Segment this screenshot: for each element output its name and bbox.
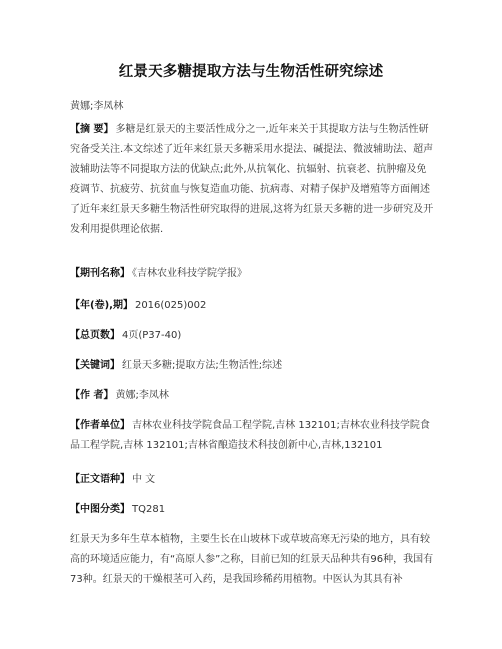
- classification-value: TQ281: [132, 504, 166, 515]
- body-paragraph: 红景天为多年生草本植物，主要生长在山坡林下或草坡高寒无污染的地方，具有较高的环境适应能力，有“高原人参”之称，目前已知的红景天品种共有96种，我国有73种。红景天的干燥根茎可入药，是我国珍稀药用植物。中医认为其具有补: [70, 534, 434, 585]
- affiliation-field: [70, 416, 434, 456]
- keywords-field: [70, 356, 434, 376]
- affiliation-value: 吉林农业科技学院食品工程学院,吉林 132101;吉林农业科技学院食品工程学院,吉林 132101;吉林省酿造技术科技创新中心,吉林,132101: [70, 420, 430, 451]
- author-value: 黄娜;李凤林: [115, 390, 169, 401]
- language-label: 【正文语种】: [70, 474, 130, 485]
- pages-field: [70, 326, 434, 346]
- author-label: 【作 者】: [70, 390, 114, 401]
- volume-label: 【年(卷),期】: [70, 300, 133, 311]
- pages-value: 4页(P37-40): [122, 330, 182, 341]
- journal-value: 《吉林农业科技学院学报》: [132, 268, 247, 279]
- affiliation-label: 【作者单位】: [70, 420, 130, 431]
- document-title: 红景天多糖提取方法与生物活性研究综述: [118, 64, 384, 80]
- abstract: [70, 120, 434, 240]
- author-field: [70, 386, 434, 406]
- volume-field: [70, 296, 434, 316]
- classification-label: 【中图分类】: [70, 504, 130, 515]
- classification-field: [70, 500, 434, 520]
- language-value: 中 文: [132, 474, 156, 485]
- keywords-label: 【关键词】: [70, 360, 120, 371]
- journal-label: 【期刊名称】: [70, 268, 130, 279]
- abstract-text: 多糖是红景天的主要活性成分之一,近年来关于其提取方法与生物活性研究备受关注.本文综述了近年来红景天多糖采用水提法、碱提法、微波辅助法、超声波辅助法等不同提取方法的优缺点;此外,从抗氧化、抗辐射、抗衰老、抗肿瘤及免疫调节、抗疲劳、抗贫血与恢复造血功能、抗病毒、对精子保护及增殖等方面阐述了近年来红景天多糖生物活性研究取得的进展,这将为红景天多糖的进一步研究及开发利用提供理论依据.: [70, 124, 434, 235]
- pages-label: 【总页数】: [70, 330, 120, 341]
- keywords-value: 红景天多糖;提取方法;生物活性;综述: [122, 360, 283, 371]
- authors-line: 黄娜;李凤林: [70, 101, 124, 112]
- journal-field: [70, 264, 434, 284]
- abstract-label: 【摘 要】: [70, 124, 114, 135]
- language-field: [70, 470, 434, 490]
- volume-value: 2016(025)002: [134, 300, 207, 311]
